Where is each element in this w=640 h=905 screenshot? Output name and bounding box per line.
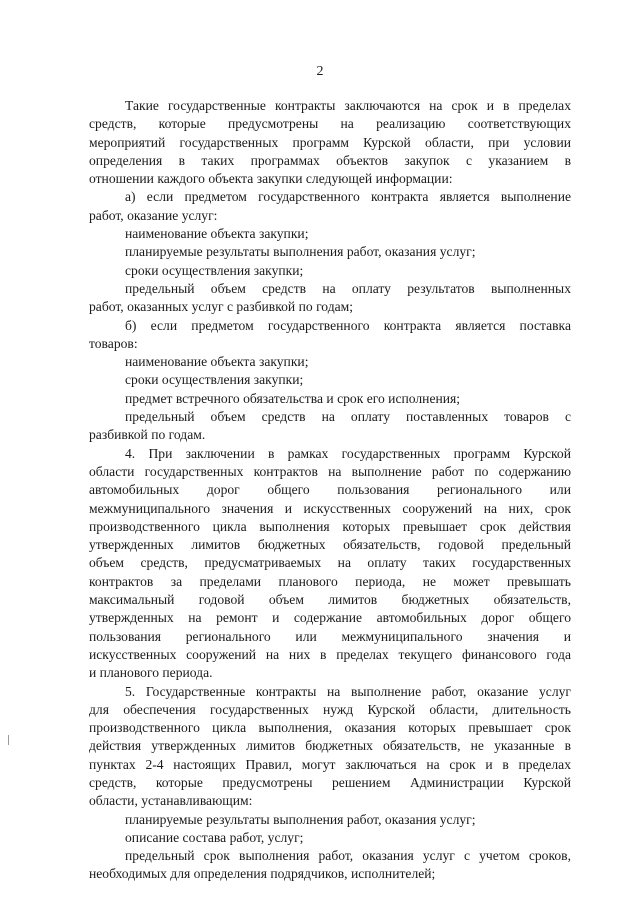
text-line: необходимых для определения подрядчиков, исполнителей; bbox=[89, 866, 436, 882]
text-line: работ, оказанных услуг с разбивкой по годам; bbox=[89, 299, 354, 315]
text-line: утвержденных лимитов бюджетных обязательств, годовой предельный bbox=[89, 537, 571, 553]
text-line: предельный объем средств на оплату поставленных товаров с bbox=[125, 409, 571, 425]
text-line: мероприятий государственных программ Курской области, при условии bbox=[89, 134, 571, 150]
text-line: области государственных контрактов на выполнение работ по содержанию bbox=[89, 463, 571, 479]
text-line: средств, которые предусмотрены на реализацию соответствующих bbox=[89, 116, 571, 132]
text-line: Такие государственные контракты заключаются на срок и в пределах bbox=[125, 98, 571, 113]
text-line: 5. Государственные контракты на выполнение работ, оказание услуг bbox=[125, 683, 571, 699]
text-line: планируемые результаты выполнения работ, оказания услуг; bbox=[125, 244, 476, 260]
margin-mark bbox=[8, 735, 9, 745]
text-line: наименование объекта закупки; bbox=[125, 226, 309, 242]
text-line: и планового периода. bbox=[89, 665, 213, 681]
text-line: 4. При заключении в рамках государственных программ Курской bbox=[125, 445, 571, 461]
text-line: средств, которые предусмотрены решением Администрации Курской bbox=[89, 774, 571, 790]
text-line: утвержденных на ремонт и содержание автомобильных дорог общего bbox=[89, 610, 571, 626]
text-line: действия утвержденных лимитов бюджетных обязательств, не указанные в bbox=[89, 738, 571, 754]
text-line: разбивкой по годам. bbox=[89, 427, 206, 443]
text-line: товаров: bbox=[89, 335, 138, 351]
text-line: наименование объекта закупки; bbox=[125, 354, 309, 370]
text-line: пунктах 2-4 настоящих Правил, могут заключаться на срок и в пределах bbox=[89, 756, 571, 772]
text-line: искусственных сооружений на них в пределах текущего финансового года bbox=[89, 646, 571, 662]
text-line: сроки осуществления закупки; bbox=[125, 372, 304, 388]
text-line: предмет встречного обязательства и срок его исполнения; bbox=[125, 390, 461, 406]
text-line: описание состава работ, услуг; bbox=[125, 829, 304, 845]
document-body bbox=[89, 97, 571, 884]
text-line: пользования регионального или межмуниципального значения и bbox=[89, 628, 571, 644]
text-line: отношении каждого объекта закупки следующей информации: bbox=[89, 171, 453, 187]
text-line: а) если предметом государственного контракта является выполнение bbox=[125, 189, 571, 205]
text-line: для обеспечения государственных нужд Курской области, длительность bbox=[89, 701, 571, 717]
text-line: области, устанавливающим: bbox=[89, 793, 253, 809]
text-line: определения в таких программах объектов закупок с указанием в bbox=[89, 152, 571, 168]
page-number: 2 bbox=[316, 64, 324, 79]
text-line: предельный объем средств на оплату результатов выполненных bbox=[125, 280, 571, 296]
text-line: максимальный годовой объем лимитов бюджетных обязательств, bbox=[89, 592, 571, 608]
text-line: работ, оказание услуг: bbox=[89, 207, 218, 223]
text-line: б) если предметом государственного контракта является поставка bbox=[125, 317, 571, 333]
text-line: производственного цикла выполнения, оказания которых превышает срок bbox=[89, 720, 571, 736]
text-line: контрактов за пределами планового периода, не может превышать bbox=[89, 573, 571, 589]
text-line: объем средств, предусматриваемых на оплату таких государственных bbox=[89, 555, 571, 571]
text-line: межмуниципального значения и искусственных сооружений на них, срок bbox=[89, 500, 571, 516]
text-line: автомобильных дорог общего пользования регионального или bbox=[89, 482, 571, 498]
text-line: планируемые результаты выполнения работ, оказания услуг; bbox=[125, 811, 476, 827]
text-line: производственного цикла выполнения которых превышает срок действия bbox=[89, 518, 571, 534]
text-line: предельный срок выполнения работ, оказания услуг с учетом сроков, bbox=[125, 848, 571, 864]
text-line: сроки осуществления закупки; bbox=[125, 262, 304, 278]
